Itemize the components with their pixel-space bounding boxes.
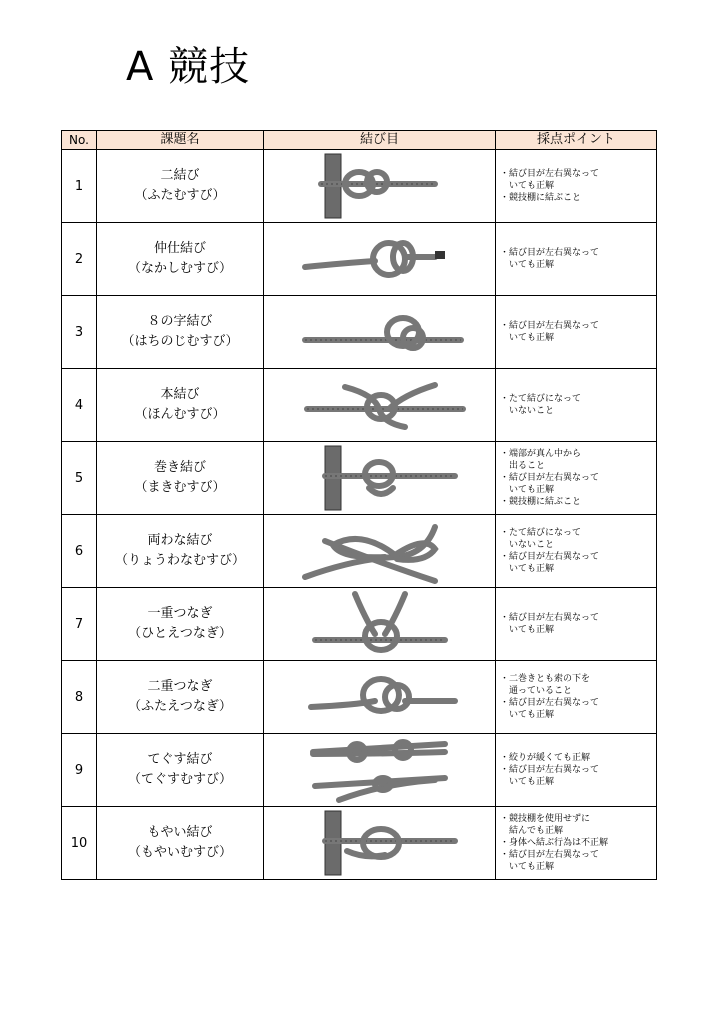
knot-illustration-cell: [264, 369, 496, 442]
scoring-point: いないこと: [500, 540, 555, 550]
scoring-point: ・競技棚に結ぶこと: [500, 497, 582, 507]
knot-illustration-cell: [264, 515, 496, 588]
knot-illustration: [285, 442, 475, 514]
knot-name: 二結び: [160, 168, 200, 183]
knot-name: 巻き結び: [153, 460, 206, 475]
knot-reading: （りょうわなむすび）: [114, 553, 245, 568]
knot-name: 両わな結び: [147, 533, 213, 548]
table-row: [62, 734, 657, 807]
table-row: [62, 661, 657, 734]
scoring-point: ・結び目が左右異なって: [500, 321, 600, 331]
knot-illustration: [285, 661, 475, 733]
task-name-cell: [97, 223, 264, 296]
scoring-point: いないこと: [500, 406, 555, 416]
knot-name: 一重つなぎ: [147, 606, 213, 621]
scoring-point: いても正解: [500, 260, 555, 270]
header-task-name: 課題名: [97, 131, 264, 150]
row-number: 4: [62, 369, 97, 442]
knot-illustration-cell: [264, 807, 496, 880]
knot-illustration: [285, 807, 475, 879]
table-row: [62, 150, 657, 223]
table-row: [62, 442, 657, 515]
scoring-points-cell: [496, 296, 657, 369]
task-name-cell: [97, 442, 264, 515]
task-name-cell: [97, 734, 264, 807]
scoring-point: ・身体へ結ぶ行為は不正解: [500, 838, 609, 848]
header-knot: 結び目: [264, 131, 496, 150]
scoring-point: ・結び目が左右異なって: [500, 552, 600, 562]
knot-name: 仲仕結び: [153, 241, 206, 256]
table-row: [62, 223, 657, 296]
scoring-points-cell: [496, 734, 657, 807]
scoring-points-cell: [496, 442, 657, 515]
scoring-point: 通っていること: [500, 686, 573, 696]
table-header-row: [62, 131, 657, 150]
scoring-points-cell: [496, 515, 657, 588]
knot-name: もやい結び: [147, 825, 213, 840]
scoring-points-cell: [496, 661, 657, 734]
knot-reading: （はちのじむすび）: [121, 334, 239, 349]
task-name-cell: [97, 369, 264, 442]
knot-reading: （もやいむすび）: [127, 845, 232, 860]
knot-name: ８の字結び: [147, 314, 213, 329]
scoring-point: ・たて結びになって: [500, 528, 582, 538]
scoring-point: ・絞りが緩くても正解: [500, 753, 591, 763]
task-name-cell: [97, 807, 264, 880]
knot-illustration-cell: [264, 150, 496, 223]
scoring-point: ・結び目が左右異なって: [500, 698, 600, 708]
task-name-cell: [97, 588, 264, 661]
scoring-point: ・二巻きとも索の下を: [500, 674, 591, 684]
knot-task-table: [61, 130, 657, 880]
row-number: 7: [62, 588, 97, 661]
header-scoring-points: 採点ポイント: [496, 131, 657, 150]
scoring-point: いても正解: [500, 625, 555, 635]
scoring-points-cell: [496, 150, 657, 223]
header-no: No.: [62, 131, 97, 150]
row-number: 10: [62, 807, 97, 880]
knot-illustration-cell: [264, 588, 496, 661]
knot-illustration: [285, 369, 475, 441]
task-name-cell: [97, 515, 264, 588]
scoring-point: いても正解: [500, 862, 555, 872]
knot-name: 二重つなぎ: [147, 679, 213, 694]
row-number: 9: [62, 734, 97, 807]
task-name-cell: [97, 150, 264, 223]
row-number: 8: [62, 661, 97, 734]
knot-name: てぐす結び: [147, 752, 213, 767]
knot-reading: （ひとえつなぎ）: [128, 626, 232, 641]
knot-illustration-cell: [264, 661, 496, 734]
knot-illustration-cell: [264, 296, 496, 369]
knot-illustration: [285, 150, 475, 222]
scoring-point: いても正解: [500, 777, 555, 787]
scoring-points-cell: [496, 588, 657, 661]
scoring-point: ・結び目が左右異なって: [500, 765, 600, 775]
scoring-point: 出ること: [500, 461, 546, 471]
knot-illustration: [285, 515, 475, 587]
task-name-cell: [97, 661, 264, 734]
knot-illustration: [285, 734, 475, 806]
scoring-point: ・端部が真ん中から: [500, 449, 582, 459]
knot-reading: （てぐすむすび）: [127, 772, 232, 787]
scoring-point: 結んでも正解: [500, 826, 564, 836]
table-row: [62, 807, 657, 880]
scoring-point: ・結び目が左右異なって: [500, 248, 600, 258]
row-number: 2: [62, 223, 97, 296]
knot-illustration-cell: [264, 734, 496, 807]
knot-name: 本結び: [160, 387, 200, 402]
scoring-point: ・結び目が左右異なって: [500, 169, 600, 179]
scoring-point: いても正解: [500, 485, 555, 495]
knot-reading: （まきむすび）: [134, 480, 226, 495]
knot-reading: （ふたえつなぎ）: [128, 699, 232, 714]
table-row: [62, 515, 657, 588]
scoring-points-cell: [496, 807, 657, 880]
scoring-point: ・競技棚を使用せずに: [500, 814, 591, 824]
scoring-point: ・たて結びになって: [500, 394, 582, 404]
row-number: 5: [62, 442, 97, 515]
knot-illustration: [285, 588, 475, 660]
knot-illustration: [285, 296, 475, 368]
scoring-point: ・競技棚に結ぶこと: [500, 193, 582, 203]
scoring-points-cell: [496, 223, 657, 296]
knot-reading: （なかしむすび）: [127, 261, 232, 276]
knot-illustration: [285, 223, 475, 295]
scoring-point: いても正解: [500, 564, 555, 574]
page-title: A 競技: [126, 44, 251, 90]
table-row: [62, 588, 657, 661]
scoring-point: ・結び目が左右異なって: [500, 613, 600, 623]
scoring-point: ・結び目が左右異なって: [500, 850, 600, 860]
row-number: 1: [62, 150, 97, 223]
table-row: [62, 369, 657, 442]
knot-reading: （ほんむすび）: [134, 407, 226, 422]
scoring-point: いても正解: [500, 181, 555, 191]
scoring-point: いても正解: [500, 710, 555, 720]
task-name-cell: [97, 296, 264, 369]
knot-illustration-cell: [264, 442, 496, 515]
table-row: [62, 296, 657, 369]
scoring-point: いても正解: [500, 333, 555, 343]
scoring-points-cell: [496, 369, 657, 442]
row-number: 3: [62, 296, 97, 369]
row-number: 6: [62, 515, 97, 588]
knot-reading: （ふたむすび）: [134, 188, 226, 203]
scoring-point: ・結び目が左右異なって: [500, 473, 600, 483]
knot-illustration-cell: [264, 223, 496, 296]
